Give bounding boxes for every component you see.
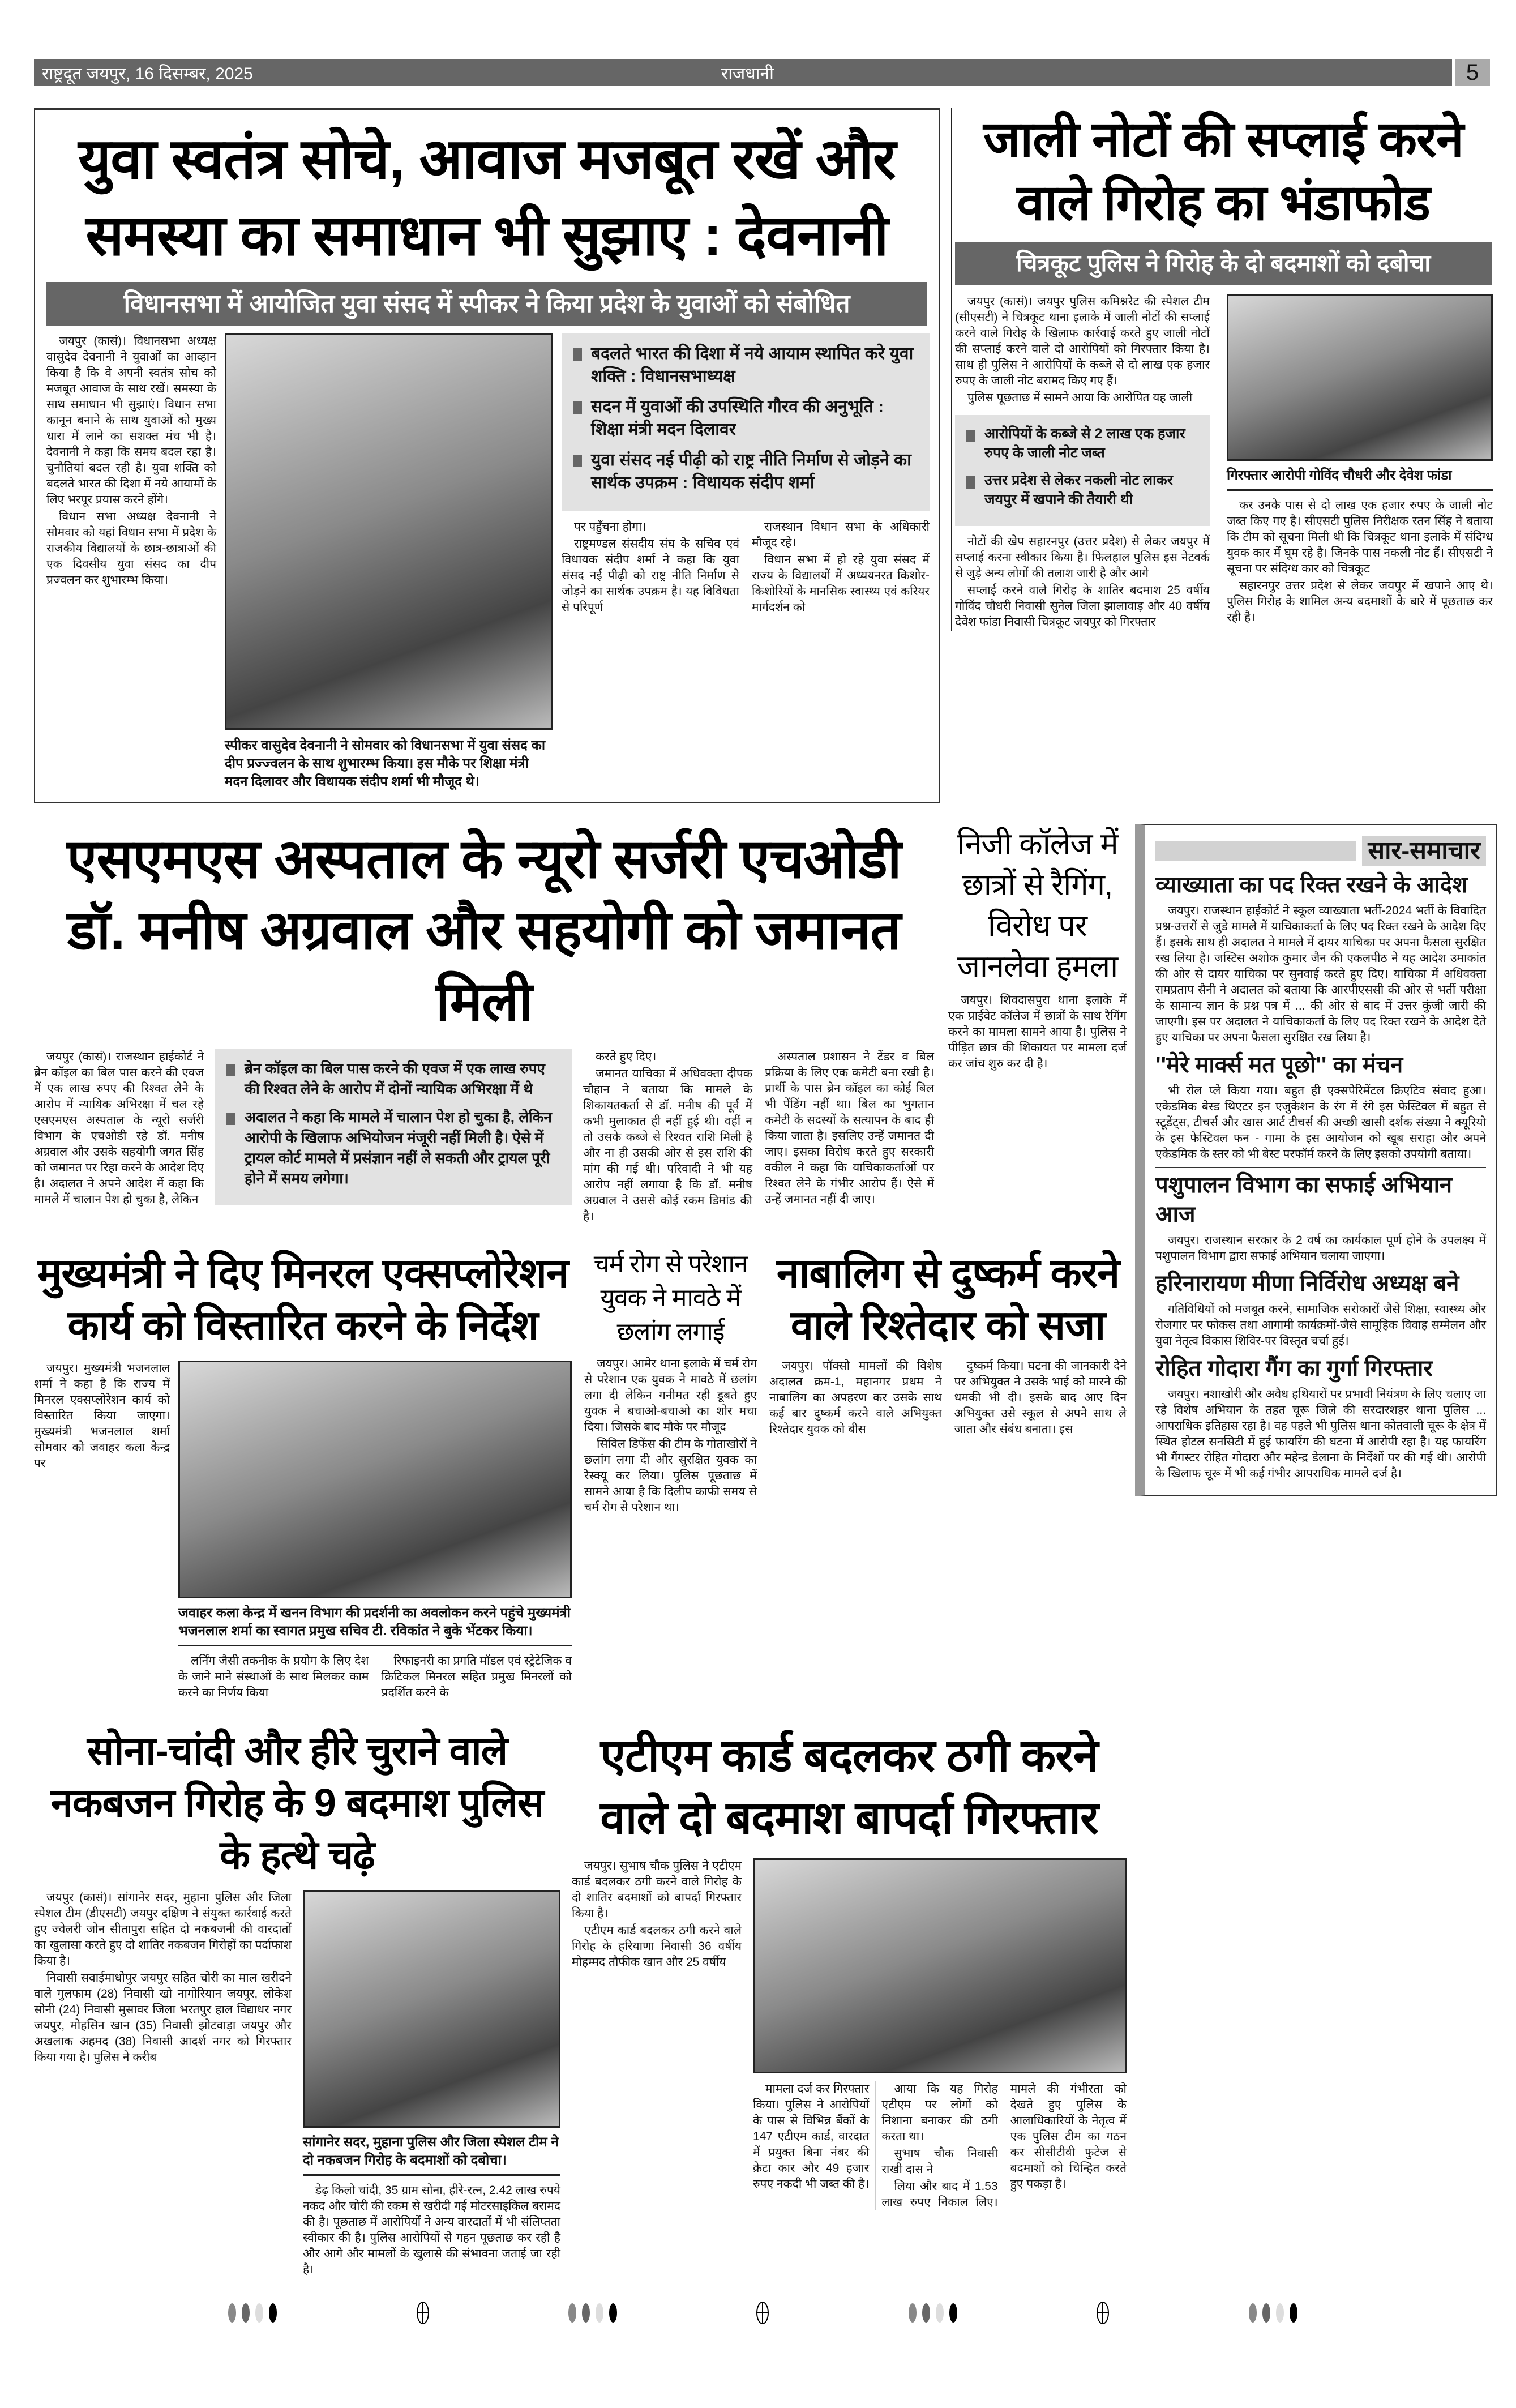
- registration-color-marks: [909, 2303, 957, 2323]
- paragraph: एटीएम कार्ड बदलकर ठगी करने वाले गिरोह के हरियाणा निवासी 36 वर्षीय मोहम्मद तौफीक खान और 25 वर्षीय: [572, 1924, 742, 1969]
- article-body-continued: [753, 2081, 1127, 2210]
- highlight-text: युवा संसद नई पीढ़ी को राष्ट्र नीति निर्माण से जोड़ने का सार्थक उपक्रम : विधायक संदीप शर्मा: [591, 451, 911, 493]
- brief-headline: हरिनारायण मीणा निर्विरोध अध्यक्ष बने: [1155, 1271, 1459, 1297]
- brief-headline: व्याख्याता का पद रिक्त रखने के आदेश: [1155, 872, 1468, 898]
- color-swatch: [582, 2303, 590, 2323]
- paragraph: जयपुर (कासं)। विधानसभा अध्यक्ष वासुदेव देवनानी ने युवाओं का आव्हान किया है कि वे अपनी स्वतंत्र सोच को मजबूत आवाज के साथ रखें। समस्या के साथ समाधान भी सुझाएं। विधान सभा कानून बनाने के साथ युवाओं को मुख्य धारा में लाने का सशक्त मंच भी है। देवनानी ने कहा कि समय बदल रहा है। चुनौतियां बदल रही है। युवा शक्ति को बदलते भारत की दिशा में नये आयामों के लिए भरपूर प्रयास करने होंगे।: [46, 335, 216, 507]
- highlights-box: [955, 415, 1210, 526]
- photo-column: [1227, 294, 1493, 627]
- paragraph: नोटों की खेप सहारनपुर (उत्तर प्रदेश) से लेकर जयपुर में सप्लाई करना स्वीकार किया है। फिलहाल पुलिस इस नेटवर्क से जुड़े अन्य लोगों की तलाश जारी है और आगे: [955, 534, 1210, 580]
- paragraph: सुभाष चौक निवासी राखी दास ने: [881, 2147, 998, 2176]
- headline: एसएमएस अस्पताल के न्यूरो सर्जरी एचओडी डॉ. मनीष अग्रवाल और सहयोगी को जमानत मिली: [67, 829, 901, 1033]
- paragraph: जयपुर। राजस्थान सरकार के 2 वर्ष का कार्यकाल पूर्ण होने के उपलक्ष्य में पशुपालन विभाग द्वारा सफाई अभियान चलाया जाएगा।: [1155, 1234, 1486, 1263]
- brief-headline: पशुपालन विभाग का सफाई अभियान आज: [1155, 1167, 1486, 1229]
- bullet-icon: [226, 1113, 235, 1125]
- highlight-item: [573, 396, 918, 441]
- story-columns: [955, 294, 1492, 631]
- paragraph: लिया और बाद में 1.53 लाख रुपए निकाल लिए। मामले की गंभीरता को देखते हुए पुलिस के आलाधिकारियों के नेतृत्व में एक पुलिस टीम का गठन कर सीसीटीवी फुटेज से बदमाशों को चिन्हित करते हुए पकड़ा है।: [881, 2082, 1127, 2209]
- sidebar-title: सार-समाचार: [1362, 836, 1486, 866]
- text-span: [1155, 1083, 1486, 1162]
- color-swatch: [936, 2303, 944, 2323]
- highlight-text: सदन में युवाओं की उपस्थिति गौरव की अनुभूति : शिक्षा मंत्री मदन दिलावर: [591, 397, 884, 439]
- article-body: [572, 1858, 742, 1971]
- photo-speaker-lamp-lighting: [225, 333, 553, 730]
- story-yuva-sansad: [34, 108, 940, 803]
- text-span: [1155, 1233, 1486, 1264]
- sidebar-header-bar: [1155, 841, 1356, 861]
- highlight-text: उत्तर प्रदेश से लेकर नकली नोट लाकर जयपुर में खपाने की तैयारी थी: [984, 472, 1173, 507]
- article-body-continued: [955, 534, 1210, 631]
- bullet-icon: [966, 476, 975, 489]
- paragraph: जयपुर (कासं)। राजस्थान हाईकोर्ट ने ब्रेन कॉइल का बिल पास करने की एवज में एक लाख रुपए की रिश्वत लेने के आरोप में न्यायिक अभिरक्षा में चल रहे एसएमएस अस्पताल के न्यूरो सर्जरी विभाग के एचओडी रहे डॉ. मनीष अग्रवाल और उसके सहयोगी जगत सिंह को जमानत पर रिहा करने के आदेश दिए है। अदालत ने अपने आदेश में कहा कि मामले में चालान पेश हो चुका है, लेकिन: [34, 1050, 204, 1207]
- row-mineral-skin-minor: [34, 1247, 1127, 1702]
- registration-crosshair-icon: [417, 2302, 429, 2324]
- highlight-text: ब्रेन कॉइल का बिल पास करने की एवज में एक लाख रुपए की रिश्वत लेने के आरोप में दोनों न्यायिक अभिरक्षा में थे: [245, 1060, 545, 1098]
- photo-caption: सांगानेर सदर, मुहाना पुलिस और जिला स्पेशल टीम ने दो नकबजन गिरोह के बदमाशों को दबोचा।: [303, 2133, 560, 2176]
- paragraph: जयपुर। मुख्यमंत्री भजनलाल शर्मा ने कहा है कि राज्य में मिनरल एक्सप्लोरेशन कार्य को विस्तारित किया जाएगा। मुख्यमंत्री भजनलाल शर्मा सोमवार को जवाहर कला केन्द्र पर: [34, 1362, 170, 1470]
- highlight-item: [966, 471, 1198, 509]
- paragraph: जयपुर। आमेर थाना इलाके में चर्म रोग से परेशान एक युवक ने मावठे में छलांग लगा दी लेकिन गनीमत रही डूबते हुए युवक ने बचाओ-बचाओ का शोर मचा दिया। जिसके बाद मौके पर मौजूद: [584, 1357, 757, 1434]
- row-burglary-atm: [34, 1725, 1127, 2279]
- photo-accused: [1227, 294, 1493, 461]
- row-hospital-ragging: [34, 824, 1127, 1225]
- photo-column: [225, 333, 553, 791]
- paragraph: जयपुर (कासं)। जयपुर पुलिस कमिश्नरेट की स्पेशल टीम (सीएसटी) ने चित्रकूट थाना इलाके में जाली नोटों की सप्लाई करने वाले गिरोह के खिलाफ कार्रवाई करते हुए जाली नोटों की सप्लाई करने वाले दो आरोपियों को गिरफ्तार किया है। साथ ही पुलिस ने आरोपियों के कब्जे से दो लाख एक हजार रुपए के जाली नोट बरामद किए गए हैं।: [955, 294, 1210, 387]
- text-column: [955, 294, 1210, 631]
- paragraph: राजस्थान विधान सभा के अधिकारी मौजूद रहे।: [752, 520, 930, 550]
- paragraph: जमानत याचिका में अधिवक्ता दीपक चौहान ने बताया कि मामले के शिकायतकर्ता से डॉ. मनीष की पूर्व में कभी मुलाकात ही नहीं हुई थी। वहीं न तो उसके कब्जे से रिश्वत राशि मिली है और ना ही उसकी ओर से इस राशि की मांग की गई थी। परिवादी ने भी यह आरोप नहीं लगाया है कि डॉ. मनीष अग्रवाल ने उससे कोई रकम डिमांड की है।: [583, 1067, 752, 1224]
- story-burglary-gang: [34, 1725, 560, 2279]
- article-body-continued: [1227, 498, 1493, 627]
- color-swatch: [596, 2303, 603, 2323]
- masthead-date: राष्ट्रदूत जयपुर, 16 दिसम्बर, 2025: [42, 64, 253, 83]
- story-fake-notes: [951, 108, 1492, 631]
- story-skin-disease: [584, 1247, 757, 1517]
- story-mineral-exploration: [34, 1247, 572, 1702]
- bullet-icon: [573, 348, 582, 361]
- paragraph: पर पहुँचना होगा।: [574, 520, 646, 534]
- paragraph: राष्ट्रमण्डल संसदीय संघ के सचिव एवं विधायक संदीप शर्मा ने कहा कि युवा संसद नई पीढ़ी को राष्ट्र नीति निर्माण से जोड़ने का सार्थक उपक्रम है। यह विविधता से परिपूर्ण: [562, 537, 739, 614]
- paragraph: रिफाइनरी का प्रगति मॉडल एवं स्ट्रेटेजिक व क्रिटिकल मिनरल सहित प्रमुख मिनरलों को प्रदर्शित करने के: [381, 1654, 572, 1700]
- color-swatch: [949, 2303, 957, 2323]
- paragraph: आया कि यह गिरोह एटीएम पर लोगों को निशाना बनाकर की ठगी करता था।: [881, 2082, 998, 2144]
- registration-color-marks: [1249, 2303, 1297, 2323]
- color-swatch: [609, 2303, 617, 2323]
- paragraph: करते हुए दिए।: [596, 1050, 657, 1064]
- paragraph: डेढ़ किलो चांदी, 35 ग्राम सोना, हीरे-रत्न, 2.42 लाख रुपये नकद और चोरी की रकम से खरीदी गई मोटरसाइकिल बरामद की है। पूछताछ में आरोपियों ने अन्य वारदातों में भी संलिप्तता स्वीकार की है। पुलिस आरोपियों से गहन पूछताछ कर रही है और आगे और मामलों के खुलासे की संभावना जताई जा रही है।: [303, 2184, 560, 2277]
- photo-arrested-gang: [303, 1890, 560, 2128]
- sidebar-header: [1155, 836, 1486, 866]
- top-section: [34, 108, 1492, 803]
- photo-column: [178, 1361, 572, 1702]
- article-body: [948, 993, 1127, 1072]
- subheadline: चित्रकूट पुलिस ने गिरोह के दो बदमाशों को दबोचा: [955, 242, 1492, 285]
- masthead: [34, 59, 1492, 86]
- highlight-item: [573, 343, 918, 388]
- photo-column: [303, 1890, 560, 2279]
- article-body: [955, 294, 1210, 407]
- story-sms-hospital: [34, 824, 934, 1225]
- brief-item: [1155, 1167, 1486, 1264]
- photo-cm-exhibition: [178, 1361, 572, 1598]
- brief-item: [1155, 870, 1486, 1046]
- article-body: [584, 1356, 757, 1516]
- paragraph: अस्पताल प्रशासन ने टेंडर व बिल प्रक्रिया के लिए एक कमेटी बना रखी है। प्रार्थी के पास ब्रेन कॉइल का कोई बिल भी पेंडिंग नहीं था। बिल का भुगतान कमेटी के सदस्यों के सत्यापन के बाद ही किया जाता है। इसलिए उन्हें जमानत दी जाए। इसका विरोध करते हुए सरकारी वकील ने कहा कि याचिकाकर्ताओं पर रिश्वत लेने के गंभीर आरोप हैं। ऐसे में उन्हें जमानत नहीं दी जाए।: [765, 1050, 934, 1207]
- color-swatch: [255, 2303, 263, 2323]
- paragraph: सप्लाई करने वाले गिरोह के शातिर बदमाश 25 वर्षीय गोविंद चौधरी निवासी सुनेल जिला झालावाड़ और 40 वर्षीय देवेश फांडा निवासी चित्रकूट जयपुर को गिरफ्तार: [955, 583, 1210, 628]
- highlight-item: [226, 1107, 560, 1188]
- paragraph: जयपुर। पॉक्सो मामलों की विशेष अदालत क्रम-1, महानगर प्रथम ने नाबालिग का अपहरण कर उसके साथ कई बार दुष्कर्म करने वाले अभियुक्त रिश्तेदार युवक को बीस: [769, 1359, 942, 1436]
- story-ragging: [948, 824, 1127, 1073]
- registration-color-marks: [228, 2303, 277, 2323]
- paragraph: गतिविधियों को मजबूत करने, सामाजिक सरोकारों जैसे शिक्षा, स्वास्थ्य और रोजगार पर फोकस तथा आगामी कार्यक्रमों-जैसे सामूहिक विवाह सम्मेलन और युवा नेतृत्व विकास शिविर-पर विस्तृत चर्चा हुई।: [1155, 1303, 1486, 1348]
- article-body: [34, 1361, 170, 1473]
- paragraph: विधान सभा अध्यक्ष देवनानी ने सोमवार को यहां विधान सभा में प्रदेश के राजकीय विद्यालयों के छात्र-छात्राओं की एक दिवसीय युवा संसद का दीप प्रज्वलन कर शुभारम्भ किया।: [46, 510, 216, 587]
- paragraph: निवासी सवाईमाधोपुर जयपुर सहित चोरी का माल खरीदने वाले गुलफाम (28) निवासी खो नागोरियान जयपुर, लोकेश सोनी (24) निवासी मुसावर जिला भरतपुर हाल विद्याधर नगर जयपुर, मोहसिन खान (35) निवासी झोटवाड़ा जयपुर और अखलाक अहमद (38) निवासी आदर्श नगर को गिरफ्तार किया गया है। पुलिस ने करीब: [34, 1971, 292, 2064]
- story-columns: [572, 1858, 1127, 2210]
- text-span: [1155, 903, 1486, 1046]
- registration-color-marks: [568, 2303, 617, 2323]
- story-columns: [34, 1049, 934, 1225]
- registration-crosshair-icon: [756, 2302, 769, 2324]
- paragraph: जयपुर। राजस्थान हाईकोर्ट ने स्कूल व्याख्याता भर्ती-2024 भर्ती के विवादित प्रश्न-उत्तरों से जुडे मामले में याचिकाकर्ता के लिए पद रिक्त रखने के आदेश दिए हैं। इसके साथ ही अदालत ने मामले में दायर याचिका पर अपना फैसला सुरक्षित रख लिया है। जस्टिस अशोक कुमार जैन की एकलपीठ ने यह आदेश उमाकांत की ओर से दायर याचिका पर सुनवाई करते हुए दिए। याचिका में अधिवक्ता रामप्रताप सैनी ने अदालत को बताया कि आरपीएससी की ओर से भर्ती परीक्षा के सामान्य ज्ञान के प्रश्न पत्र में ... की ओर से बाद में उत्तर कुंजी जारी की जाएगी। इस पर अदालत ने याचिकाकर्ता के लिए पद रिक्त रखने के आदेश देते हुए याचिका पर अपना फैसला सुरक्षित रख लिया है।: [1155, 904, 1486, 1045]
- color-swatch: [242, 2303, 250, 2323]
- paragraph: मामला दर्ज कर गिरफ्तार किया। पुलिस ने आरोपियों के पास से विभिन्न बैंकों के 147 एटीएम कार्ड, वारदात में प्रयुक्त बिना नंबर की क्रेटा कार और 49 हजार रुपए नकदी भी जब्त की है।: [753, 2082, 870, 2191]
- color-swatch: [269, 2303, 277, 2323]
- story-minor-assault: [769, 1247, 1127, 1439]
- subheadline: विधानसभा में आयोजित युवा संसद में स्पीकर ने किया प्रदेश के युवाओं को संबोधित: [46, 282, 927, 326]
- masthead-bar: [34, 59, 1452, 86]
- article-body: [46, 333, 216, 589]
- highlight-item: [573, 449, 918, 494]
- highlights-box: [215, 1049, 572, 1205]
- highlight-item: [966, 424, 1198, 463]
- bullet-icon: [966, 430, 975, 442]
- article-body-continued: [178, 1653, 572, 1702]
- paragraph: भी रोल प्ले किया गया। बहुत ही एक्सपेरिमेंटल क्रिएटिव संवाद हुआ। एकेडमिक बेस्ड थिएटर इन एजुकेशन के रंग में रंगे इस फेस्टिवल में बहुत से स्टूडेंट्स, टीचर्स और खास आर्ट टीचर्स की अच्छी खासी दर्शक संख्या ने क्यूरियो के इस फेस्टिवल फन - गामा के इस आयोजन को खूब सराहा और अपने एकेडमिक के स्तर को भी बेस्ट परफॉर्म करने के लिए इसको उपयोगी बताया।: [1155, 1084, 1486, 1161]
- headline: नाबालिग से दुष्कर्म करने वाले रिश्तेदार को सजा: [776, 1251, 1120, 1349]
- headline: निजी कॉलेज में छात्रों से रैगिंग, विरोध पर जानलेवा हमला: [957, 827, 1118, 984]
- bullet-icon: [573, 455, 582, 467]
- color-swatch: [1276, 2303, 1284, 2323]
- headline: मुख्यमंत्री ने दिए मिनरल एक्सप्लोरेशन कार्य को विस्तारित करने के निर्देश: [37, 1251, 568, 1349]
- headline: एटीएम कार्ड बदलकर ठगी करने वाले दो बदमाश बापर्दा गिरफ्तार: [600, 1730, 1098, 1844]
- article-body-continued: [583, 1049, 934, 1225]
- story-atm-fraud: [572, 1725, 1127, 2210]
- headline: जाली नोटों की सप्लाई करने वाले गिरोह का भंडाफोड: [983, 111, 1463, 230]
- headline: चर्म रोग से परेशान युवक ने मावठे में छलांग लगाई: [593, 1250, 748, 1346]
- paragraph: जयपुर। सुभाष चौक पुलिस ने एटीएम कार्ड बदलकर ठगी करने वाले गिरोह के दो शातिर बदमाशों को बापर्दा गिरफ्तार किया है।: [572, 1859, 742, 1921]
- story-columns: [34, 1361, 572, 1702]
- highlight-text: आरोपियों के कब्जे से 2 लाख एक हजार रुपए के जाली नोट जब्त: [984, 425, 1185, 461]
- brief-item: [1155, 1354, 1486, 1482]
- article-body: [34, 1049, 204, 1209]
- article-body-continued: [303, 2183, 560, 2279]
- paragraph: जयपुर (कासं)। सांगानेर सदर, मुहाना पुलिस और जिला स्पेशल टीम (डीएसटी) जयपुर दक्षिण ने संयुक्त कार्रवाई करते हुए ज्वेलरी जोन सीतापुरा सहित दो नकबजनी की वारदातों का खुलासा करते हुए दो शातिर नकबजन गिरोहों का पर्दाफाश किया है।: [34, 1891, 292, 1968]
- section-name: राजधानी: [721, 64, 774, 83]
- text-span: [1155, 1302, 1486, 1349]
- photo-caption: स्पीकर वासुदेव देवनानी ने सोमवार को विधानसभा में युवा संसद का दीप प्रज्ज्वलन के साथ शुभारम्भ किया। इस मौके पर शिक्षा मंत्री मदन दिलावर और विधायक संदीप शर्मा भी मौजूद थे।: [225, 738, 546, 790]
- story-columns: [46, 333, 930, 791]
- highlights-column: [562, 333, 930, 617]
- paragraph: विधान सभा में हो रहे युवा संसद में राज्य के विद्यालयों में अध्ययनरत किशोर-किशोरियों के मानसिक स्वास्थ्य एवं करियर मार्गदर्शन को: [752, 553, 930, 614]
- highlights-box: [562, 333, 930, 511]
- page-number: 5: [1455, 59, 1490, 86]
- photo-caption: गिरफ्तार आरोपी गोविंद चौधरी और देवेश फांडा: [1227, 467, 1493, 491]
- brief-headline: ''मेरे मार्क्स मत पूछो'' का मंचन: [1155, 1053, 1403, 1078]
- color-swatch: [922, 2303, 930, 2323]
- paragraph: लर्निंग जैसी तकनीक के प्रयोग के लिए देश के जाने माने संस्थाओं के साथ मिलकर काम करने का निर्णय किया: [178, 1654, 369, 1700]
- brief-item: [1155, 1050, 1486, 1162]
- registration-crosshair-icon: [1097, 2302, 1109, 2324]
- brief-headline: रोहित गोदारा गैंग का गुर्गा गिरफ्तार: [1155, 1356, 1433, 1382]
- bullet-icon: [226, 1064, 235, 1076]
- article-body: [34, 1890, 292, 2067]
- article-body: [769, 1358, 1127, 1439]
- color-swatch: [568, 2303, 576, 2323]
- color-swatch: [1249, 2303, 1257, 2323]
- paragraph: कर उनके पास से दो लाख एक हजार रुपए के जाली नोट जब्त किए गए है। सीएसटी पुलिस निरीक्षक रतन सिंह ने बताया कि टीम को सूचना मिली थी कि चित्रकूट थाना इलाके में संदिग्ध युवक कार में घूम रहे है। जिनके पास नकली नोट हैं। सीएसटी ने सूचना पर संदिग्ध कार को चित्रकूट: [1227, 498, 1493, 575]
- story-columns: [34, 1890, 560, 2279]
- brief-item: [1155, 1269, 1486, 1349]
- headline: युवा स्वतंत्र सोचे, आवाज मजबूत रखें और समस्या का समाधान भी सुझाए : देवनानी: [78, 127, 896, 267]
- paragraph: सहारनपुर उत्तर प्रदेश से लेकर जयपुर में खपाने आए थे। पुलिस गिरोह के शामिल अन्य बदमाशों के बारे में पूछताछ कर रही है।: [1227, 579, 1493, 624]
- paragraph: जयपुर। शिवदासपुरा थाना इलाके में एक प्राईवेट कॉलेज में छात्रों के साथ रैगिंग करने का मामला सामने आया है। पुलिस ने पीड़ित छात्र की शिकायत पर मामला दर्ज कर जांच शुरु कर दी है।: [948, 994, 1127, 1071]
- sidebar-news-briefs: [1135, 824, 1497, 1496]
- text-span: [1155, 1387, 1486, 1482]
- lower-main-column: [34, 824, 1127, 2279]
- color-swatch: [1290, 2303, 1297, 2323]
- paragraph: सिविल डिफेंस की टीम के गोताखोरों ने छलांग लगा दी और सुरक्षित युवक का रेस्क्यू कर लिया। पुलिस पूछताछ में सामने आया है कि दिलीप काफी समय से चर्म रोग से परेशान था।: [584, 1438, 757, 1515]
- photo-caption: जवाहर कला केन्द्र में खनन विभाग की प्रदर्शनी का अवलोकन करने पहुंचे मुख्यमंत्री भजनलाल शर्मा का स्वागत प्रमुख सचिव टी. रविकांत ने बुके भेंटकर किया।: [178, 1604, 572, 1646]
- color-swatch: [228, 2303, 236, 2323]
- article-body-continued: [562, 519, 930, 617]
- lower-section: [34, 824, 1492, 2279]
- color-swatch: [1262, 2303, 1270, 2323]
- highlight-text: बदलते भारत की दिशा में नये आयाम स्थापित करे युवा शक्ति : विधानसभाध्यक्ष: [591, 344, 914, 386]
- highlight-item: [226, 1058, 560, 1099]
- registration-marks: [34, 2302, 1492, 2324]
- color-swatch: [909, 2303, 917, 2323]
- highlight-text: अदालत ने कहा कि मामले में चालान पेश हो चुका है, लेकिन आरोपी के खिलाफ अभियोजन मंजूरी नहीं मिली है। ऐसे में ट्रायल कोर्ट मामले में प्रसंज्ञान नहीं ले सकती और ट्रायल पूरी होने में समय लगेगा।: [245, 1109, 552, 1187]
- headline: सोना-चांदी और हीरे चुराने वाले नकबजन गिरोह के 9 बदमाश पुलिस के हत्थे चढ़े: [50, 1729, 544, 1877]
- bullet-icon: [573, 401, 582, 414]
- paragraph: पुलिस पूछताछ में सामने आया कि आरोपित यह जाली: [967, 391, 1193, 404]
- paragraph: जयपुर। नशाखोरी और अवैध हथियारों पर प्रभावी नियंत्रण के लिए चलाए जा रहे विशेष अभियान के तहत चूरू जिले की सरदारशहर थाना पुलिस ... आपराधिक इतिहास रहा है। वह पहले भी पुलिस थाना कोतवाली चूरू के क्षेत्र में स्थित होटल सनसिटी में हुई फायरिंग की घटना में आरोपी रहा है। यह फायरिंग भी गैंगस्टर रोहित गोदारा और महेन्द्र डेलाना के निर्देशों पर की गई थी। आरोपी के खिलाफ चूरू में भी कई गंभीर आपराधिक मामले दर्ज है।: [1155, 1388, 1486, 1481]
- photo-atm-accused: [753, 1858, 1127, 2073]
- paragraph: दुष्कर्म किया। घटना की जानकारी देने पर अभियुक्त ने उसके भाई को मारने की धमकी भी दी। इसके बाद आए दिन अभियुक्त उसे स्कूल से अपने साथ ले जाता और संबंध बनाता। इस: [954, 1359, 1127, 1436]
- photo-column: [753, 1858, 1127, 2210]
